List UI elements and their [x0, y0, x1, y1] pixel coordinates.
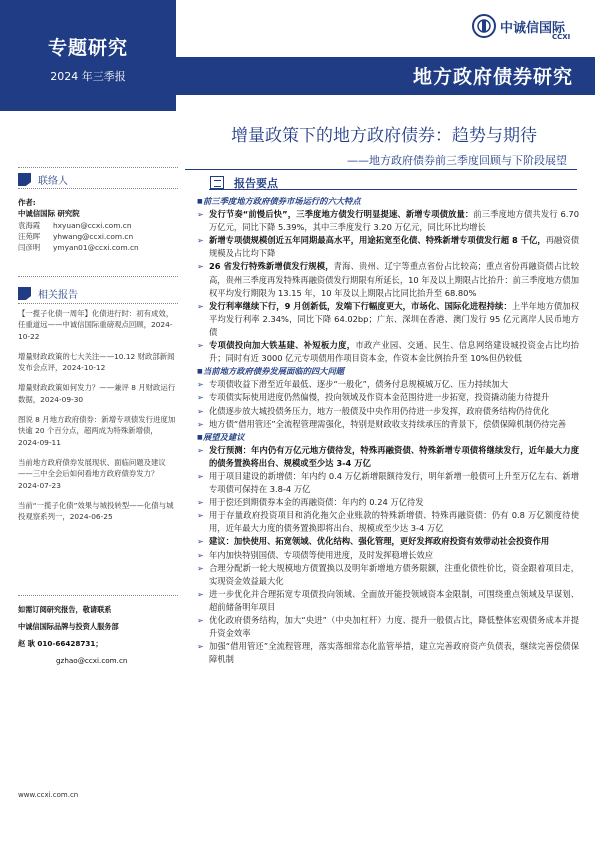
- author-name: 汪苑晖: [18, 231, 41, 241]
- bullet-item: [185, 208, 579, 234]
- bullet-item: [185, 444, 579, 470]
- bullet-item: [185, 300, 579, 339]
- org-name: 中诚信国际 研究院: [18, 209, 80, 219]
- related-reports-list: [18, 308, 178, 531]
- bullet-text: 前三季度地方债共发行 6.70 万亿元，同比下降 5.39%，其中三季度发行 3.20 万亿元，同比环比均增长: [209, 209, 579, 233]
- bullet-text: 专项债收益下滑至近年最低、逐步“一般化”，债务付息规模城万亿、压力持续加大: [209, 379, 508, 390]
- section-heading: ■ 当前地方政府债券发展面临的四大问题: [185, 365, 579, 378]
- bullet-text: 地方债“借用管还”全流程管理需强化，特别是财政收支持续承压的背景下，偿债保障机制仍待完善: [209, 418, 567, 429]
- related-report-link[interactable]: 当前地方政府债券发展现状、面临问题及建议——三中全会后如何看地方政府债券发力？2024-07-23: [18, 457, 166, 490]
- bullet-text: 用于存量政府投资项目和消化拖欠企业账款的特殊新增债、特殊再融资债：仍有 0.8 万亿额度待使用，近年最大力度的债务置换即将出台、规模或至少达 3-4 万亿: [209, 510, 579, 534]
- bullet-highlight: 新增专项债规模创近五年同期最高水平，用途拓宽至化债、特殊新增专项债发行超 8 千亿，: [209, 235, 546, 246]
- bullet-highlight: 发行节奏“前慢后快”，三季度地方债发行明显提速、新增专项债放量：: [209, 209, 474, 220]
- bullet-item: [185, 418, 579, 431]
- bullet-text: 化债逐步放大城投债务压力，地方一般债及中央作用仍待进一步发挥，政府债务结构仍待优化: [209, 405, 550, 416]
- bullet-item: [185, 496, 579, 509]
- website-link[interactable]: www.ccxi.com.cn: [18, 791, 79, 799]
- notes-icon: [210, 176, 224, 189]
- author-email[interactable]: yhwang@ccxi.com.cn: [53, 231, 134, 241]
- sidebar-divider: [18, 303, 178, 304]
- author-name: 闫彦明: [18, 243, 41, 253]
- related-report-link[interactable]: 增量财政政策的七大关注——10.12 财政部新闻发布会点评，2024-10-12: [18, 351, 175, 373]
- bullet-highlight: 26 省发行特殊新增债发行规模，: [209, 261, 334, 272]
- report-type: 地方政府债券研究: [412, 66, 573, 88]
- related-report-link[interactable]: 图说 8 月地方政府债券：新增专项债发行进度加快逾 20 个百分点，超两成为特殊新增债，2024-09-11: [18, 415, 176, 447]
- sidebar-divider: [18, 595, 178, 596]
- bullet-text: 合理分配新一轮大规模地方债置换以及明年新增地方债务限额，注重化债性价比，资金跟着项目走，实现资金效益最大化: [209, 562, 579, 586]
- bullet-item: [185, 614, 579, 640]
- bullet-text: 用于项目建设的新增债：年内约 0.4 万亿新增限额待发行，明年新增一般债可上升至万亿左右、新增专项债可保持在 3.8-4 万亿: [209, 470, 579, 495]
- author-email[interactable]: ymyan01@ccxi.com.cn: [53, 243, 139, 253]
- author-name: 袁海霞: [18, 220, 41, 230]
- logo-name: 中诚信国际: [500, 21, 566, 36]
- key-points-title: 报告要点: [234, 177, 278, 190]
- bullet-highlight: 建议：加快使用、拓宽领域、优化结构、强化管理，更好发挥政府投资有效带动社会投资作用: [209, 536, 550, 547]
- authors-label: 作者:: [18, 198, 36, 207]
- bullet-item: [185, 509, 579, 535]
- bullet-text: 年内加快特别国债、专项债等使用进度，及时发挥稳增长效应: [209, 549, 434, 560]
- logo-en: CCXI: [552, 33, 571, 41]
- bullet-text: 再融资债规模及占比均下降: [209, 235, 579, 259]
- bullet-text: 优化政府债务结构，加大“央进”（中央加杠杆）力度、提升一般债占比，降低整体宏观债务成本并提升资金效率: [209, 615, 579, 639]
- page-subtitle: ——地方政府债券前三季度回顾与下阶段展望: [347, 154, 567, 167]
- bullet-item: [185, 470, 579, 496]
- related-report-link[interactable]: 增量财政政策如何发力？——兼评 8 月财政运行数据，2024-09-30: [18, 383, 176, 404]
- bullet-text: 青海、贵州、辽宁等重点省份占比较高；重点省份再融资债占比较高，贵州三季度再发特殊再融资债发行期限有所延长，10 年及以上期限占比抬升：前三季度地方债加权平均发行期限为 13.15 年，10 年及以上期限占比同比抬升至 68.80%: [209, 261, 579, 298]
- contacts-heading: 联络人: [18, 172, 68, 187]
- bullet-highlight: 专项债投向加大铁基建、补短板力度，: [209, 340, 356, 351]
- bullet-item: [185, 535, 579, 548]
- section-heading: ■ 展望及建议: [185, 431, 579, 444]
- section-heading: ■ 前三季度地方政府债券市场运行的六大特点: [185, 195, 579, 208]
- contact-email[interactable]: gzhao@ccxi.com.cn: [56, 656, 128, 665]
- related-report-link[interactable]: 当前“一揽子化债”效果与城投转型——化债与城投观察系列一，2024-06-25: [18, 500, 174, 522]
- key-points-content: [185, 195, 579, 666]
- bullet-item: [185, 378, 579, 391]
- sidebar-divider: [18, 276, 178, 277]
- sidebar-divider: [18, 188, 178, 189]
- bullet-highlight: 发行预测：年内仍有万亿元地方债待发，特殊再融资债、特殊新增专项债将继续发行，近年最大力度的债务置换将出台、规模或至少达 3-4 万亿: [209, 444, 579, 468]
- bullet-item: [185, 549, 579, 562]
- bullet-item: [185, 391, 579, 404]
- bullet-item: [185, 405, 579, 418]
- sidebar-divider: [18, 167, 178, 168]
- subscription-contact: 如需订阅研究报告，敬请联系 中诚信国际品牌与投资人服务部 赵 耿 010-66428731； gzhao@ccxi.com.cn: [18, 604, 178, 666]
- related-heading: 相关报告: [18, 286, 78, 301]
- bullet-item: [185, 339, 579, 365]
- author-email[interactable]: hxyuan@ccxi.com.cn: [53, 220, 132, 230]
- person-icon: [18, 173, 31, 186]
- bullet-text: 专项债实际使用进度仍然偏慢，投向领域及作资本金范围待进一步拓宽，投资撬动能力待提升: [209, 392, 550, 403]
- title-divider: [185, 169, 577, 170]
- report-season: 2024 年三季报: [50, 70, 126, 83]
- bullet-item: [185, 588, 579, 614]
- report-series: 专题研究: [47, 37, 128, 59]
- bullet-item: [185, 562, 579, 588]
- bullet-text: 进一步优化并合理拓宽专项债投向领域、全面放开能投领域资本金限制，可围绕重点领域及早谋划、超前储备明年项目: [209, 588, 579, 612]
- page-title: 增量政策下的地方政府债券：趋势与期待: [231, 126, 537, 146]
- bullet-item: [185, 640, 579, 666]
- bullet-text: 市政产业园、交通、民生、信息网络建设城投资金占比均抬升；同时有近 3000 亿元专项债用作项目资本金，作资本金比例抬升至 10%但仍较低: [209, 340, 579, 364]
- author-row: [18, 231, 178, 242]
- author-row: [18, 220, 178, 231]
- authors-block: [18, 197, 178, 253]
- document-icon: [18, 287, 31, 300]
- related-report-link[interactable]: 【一揽子化债一周年】化债进行时：初有成效，任重道远——中诚信国际重磅观点回顾，2024-10-22: [18, 309, 174, 341]
- bullet-item: [185, 260, 579, 299]
- bullet-text: 上半年地方债加权平均发行利率 2.34%，同比下降 64.02bp；广东、深圳在香港、澳门发行 95 亿元离岸人民币地方债: [209, 300, 579, 337]
- bullet-highlight: 发行利率继续下行，9 月创新低，发端下行幅度更大，市场化、国际化进程持续：: [209, 300, 512, 311]
- bullet-text: 加强“借用管还”全流程管理，落实落细常态化监管举措，建立完善政府资产负债表，继续完善偿债保障机制: [209, 641, 579, 665]
- bullet-text: 用于偿还到期债券本金的再融资债：年内约 0.24 万亿待发: [209, 497, 424, 508]
- bullet-item: [185, 234, 579, 260]
- author-row: [18, 242, 178, 253]
